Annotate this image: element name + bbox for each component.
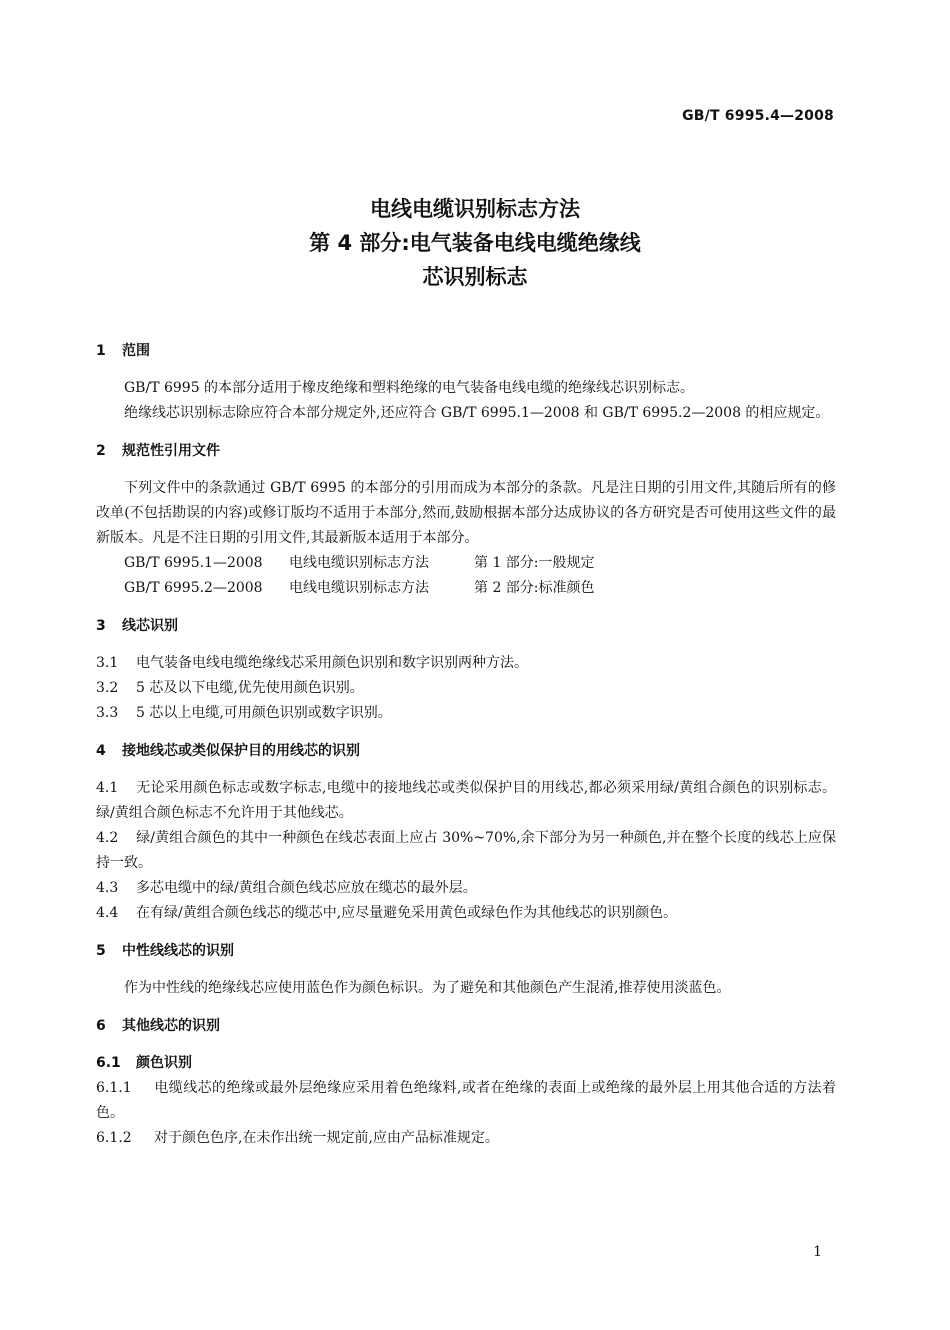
title-line-2: 第 4 部分:电气装备电线电缆绝缘线: [309, 231, 641, 255]
title-line-3: 芯识别标志: [422, 265, 528, 289]
document-title: [0, 192, 950, 294]
subsection-title: 颜色识别: [136, 1055, 192, 1071]
section-number: 2: [96, 443, 106, 459]
section-title: 中性线线芯的识别: [122, 943, 234, 959]
clause-item: [96, 651, 836, 676]
reference-title: 电线电缆识别标志方法: [289, 555, 429, 571]
reference-item: [96, 551, 836, 576]
clause-number: 3.2: [96, 680, 119, 696]
clause-text: 多芯电缆中的绿/黄组合颜色线芯应放在缆芯的最外层。: [136, 880, 477, 896]
section-title: 其他线芯的识别: [122, 1018, 220, 1034]
clause-text: 对于颜色色序,在未作出统一规定前,应由产品标准规定。: [154, 1130, 499, 1146]
clause-number: 4.3: [96, 880, 119, 896]
clause-item: [96, 826, 836, 876]
clause-number: 4.2: [96, 830, 119, 846]
section-2-heading: [96, 438, 836, 464]
section-number: 3: [96, 618, 106, 634]
document-body: [96, 338, 836, 1151]
clause-text: 5 芯及以下电缆,优先使用颜色识别。: [136, 680, 364, 696]
clause-text: 5 芯以上电缆,可用颜色识别或数字识别。: [136, 705, 392, 721]
reference-part: 第 2 部分:标准颜色: [474, 580, 595, 596]
clause-number: 4.4: [96, 905, 119, 921]
section-5-paragraph-1: 作为中性线的绝缘线芯应使用蓝色作为颜色标识。为了避免和其他颜色产生混淆,推荐使用淡蓝色。: [124, 980, 731, 996]
reference-title: 电线电缆识别标志方法: [289, 580, 429, 596]
section-5-heading: [96, 938, 836, 964]
section-2-paragraph-1: 下列文件中的条款通过 GB/T 6995 的本部分的引用而成为本部分的条款。凡是注日期的引用文件,其随后所有的修改单(不包括勘误的内容)或修订版均不适用于本部分,然而,鼓励根据本部分达成协议的各方研究是否可使用这些文件的最新版本。凡是不注日期的引用文件,其最新版本适用于本部分。: [96, 480, 836, 546]
reference-part: 第 1 部分:一般规定: [474, 555, 595, 571]
section-3-heading: [96, 613, 836, 639]
subsection-6-1-heading: [96, 1051, 836, 1076]
section-4-heading: [96, 738, 836, 764]
subsection-number: 6.1: [96, 1055, 121, 1071]
section-title: 线芯识别: [122, 618, 178, 634]
standard-number: GB/T 6995.4—2008: [682, 108, 834, 124]
clause-text: 电气装备电线电缆绝缘线芯采用颜色识别和数字识别两种方法。: [136, 655, 528, 671]
clause-item: [96, 701, 836, 726]
clause-number: 6.1.2: [96, 1130, 132, 1146]
clause-number: 3.1: [96, 655, 119, 671]
clause-item: [96, 676, 836, 701]
clause-number: 4.1: [96, 780, 119, 796]
clause-item: [96, 876, 836, 901]
section-number: 6: [96, 1018, 106, 1034]
clause-number: 3.3: [96, 705, 119, 721]
section-title: 范围: [122, 343, 150, 359]
title-line-1: 电线电缆识别标志方法: [370, 197, 580, 221]
clause-text: 绿/黄组合颜色的其中一种颜色在线芯表面上应占 30%~70%,余下部分为另一种颜色,并在整个长度的线芯上应保持一致。: [96, 830, 836, 871]
section-title: 规范性引用文件: [122, 443, 220, 459]
reference-code: GB/T 6995.2—2008: [124, 580, 263, 596]
section-1-heading: [96, 338, 836, 364]
section-number: 5: [96, 943, 106, 959]
clause-item: [96, 776, 836, 826]
clause-text: 无论采用颜色标志或数字标志,电缆中的接地线芯或类似保护目的用线芯,都必须采用绿/黄组合颜色的识别标志。绿/黄组合颜色标志不允许用于其他线芯。: [96, 780, 836, 821]
reference-item: [96, 576, 836, 601]
section-6-heading: [96, 1013, 836, 1039]
clause-item: [96, 901, 836, 926]
clause-number: 6.1.1: [96, 1080, 132, 1096]
reference-code: GB/T 6995.1—2008: [124, 555, 263, 571]
clause-text: 在有绿/黄组合颜色线芯的缆芯中,应尽量避免采用黄色或绿色作为其他线芯的识别颜色。: [136, 905, 678, 921]
clause-item: [96, 1126, 836, 1151]
page-number: 1: [813, 1244, 822, 1260]
section-number: 4: [96, 743, 106, 759]
section-1-paragraph-2: 绝缘线芯识别标志除应符合本部分规定外,还应符合 GB/T 6995.1—2008 和 GB/T 6995.2—2008 的相应规定。: [124, 405, 830, 421]
clause-text: 电缆线芯的绝缘或最外层绝缘应采用着色绝缘料,或者在绝缘的表面上或绝缘的最外层上用其他合适的方法着色。: [96, 1080, 836, 1121]
section-title: 接地线芯或类似保护目的用线芯的识别: [122, 743, 360, 759]
clause-item: [96, 1076, 836, 1126]
section-1-paragraph-1: GB/T 6995 的本部分适用于橡皮绝缘和塑料绝缘的电气装备电线电缆的绝缘线芯识别标志。: [124, 380, 695, 396]
section-number: 1: [96, 343, 106, 359]
